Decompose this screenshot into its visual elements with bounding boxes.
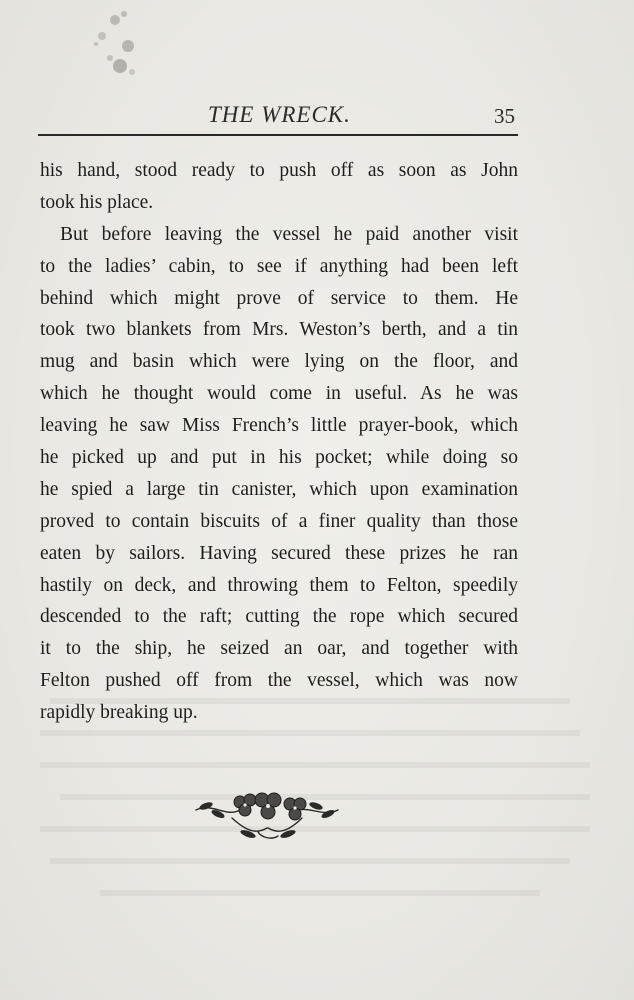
text-line: leaving he saw Miss French’s little prayer-book, which — [40, 415, 518, 437]
running-title: THE WRECK. — [208, 102, 351, 127]
text-line: he picked up and put in his pocket; while doing so — [40, 447, 518, 469]
text-line: But before leaving the vessel he paid another visit — [60, 223, 518, 245]
page-number: 35 — [494, 104, 515, 128]
text-line: rapidly breaking up. — [40, 702, 198, 724]
text-line: behind which might prove of service to them. He — [40, 287, 518, 309]
text-line: mug and basin which were lying on the floor, and — [40, 351, 518, 373]
text-line: Felton pushed off from the vessel, which was now — [40, 670, 518, 692]
header-rule — [38, 134, 518, 136]
text-line: hastily on deck, and throwing them to Felton, speedily — [40, 574, 518, 596]
text-line: took two blankets from Mrs. Weston’s berth, and a tin — [40, 319, 518, 341]
text-line: it to the ship, he seized an oar, and together with — [40, 638, 518, 660]
floral-pansy-ornament-icon — [192, 788, 342, 844]
text-line: descended to the raft; cutting the rope which secured — [40, 606, 518, 628]
text-line: to the ladies’ cabin, to see if anything had been left — [40, 255, 518, 277]
text-line: took his place. — [40, 191, 154, 213]
text-line: which he thought would come in useful. As he was — [40, 383, 518, 405]
foxing-stain — [80, 0, 150, 100]
running-header — [38, 100, 518, 134]
text-line: he spied a large tin canister, which upon examination — [40, 478, 518, 500]
text-line: eaten by sailors. Having secured these prizes he ran — [40, 542, 518, 564]
text-line: his hand, stood ready to push off as soon as John — [40, 160, 518, 181]
body-text — [40, 155, 518, 729]
text-line: proved to contain biscuits of a finer quality than those — [40, 510, 518, 532]
